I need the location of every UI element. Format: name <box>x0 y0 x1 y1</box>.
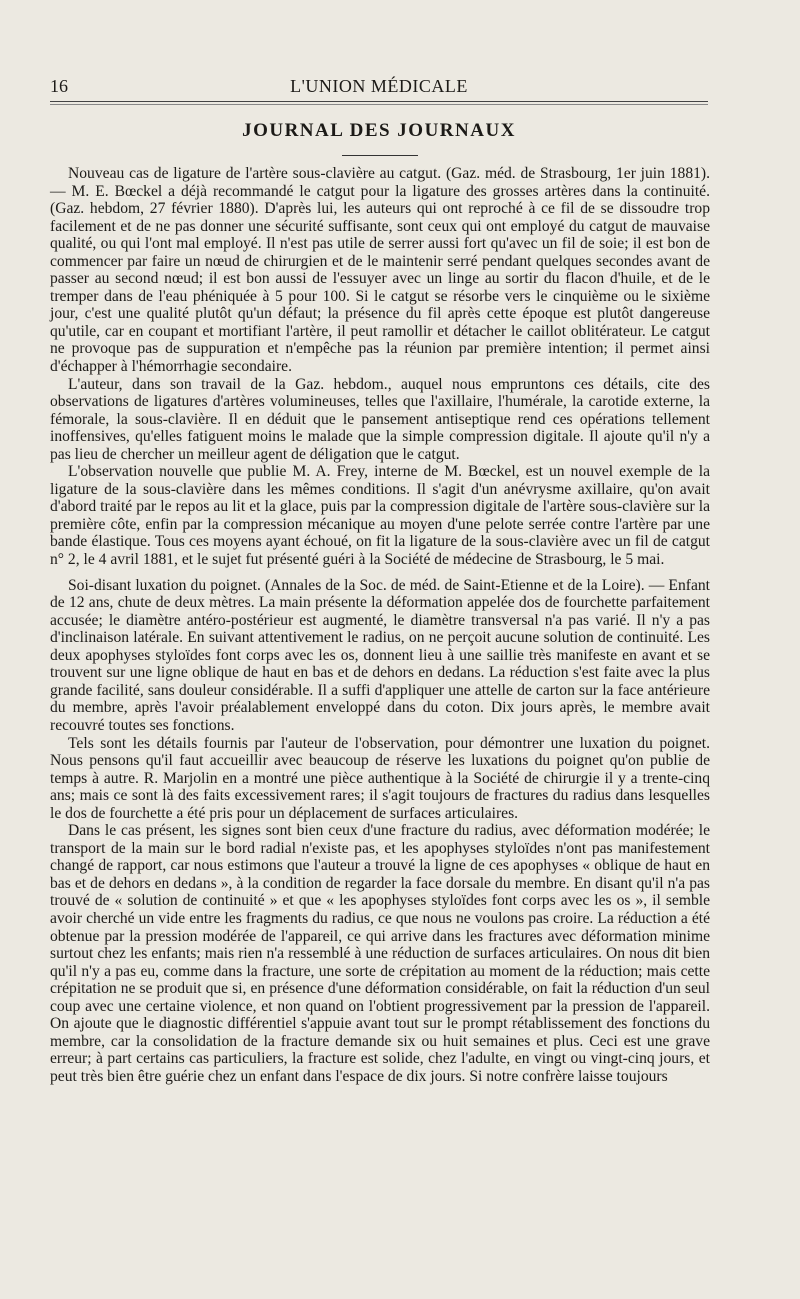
section-title: JOURNAL DES JOURNAUX <box>242 120 516 141</box>
running-head <box>50 76 708 100</box>
journal-title: L'UNION MÉDICALE <box>290 76 468 96</box>
paragraph: L'observation nouvelle que publie M. A. Frey, interne de M. Bœckel, est un nouvel exemple de la ligature de la sous-clavière dans les mêmes conditions. Il s'agit d'un anévrysme axillaire, qu'on avait d'abord traité par le repos au lit et la glace, puis par la compression digitale de l'artère sous-clavière sur la première côte, enfin par la compression mécanique au moyen d'une pelote serrée contre l'artère par une bande élastique. Tous ces moyens ayant échoué, on fit la ligature de la sous-clavière avec un fil de catgut n° 2, le 4 avril 1881, et le sujet fut présenté guéri à la Société de médecine de Strasbourg, le 5 mai. <box>50 463 710 569</box>
page-number: 16 <box>50 76 68 96</box>
title-rule <box>342 155 418 156</box>
paragraph: L'auteur, dans son travail de la Gaz. hebdom., auquel nous empruntons ces détails, cite des observations de ligatures d'artères volumineuses, telles que l'axillaire, l'humérale, la carotide externe, la fémorale, la sous-clavière. Il en déduit que le pansement antiseptique rend ces opérations tellement inoffensives, qu'elles fatiguent moins le malade que la simple compression digitale. Il ajoute qu'il n'y a pas lieu de chercher un meilleur agent de déligation que le catgut. <box>50 375 710 463</box>
paragraph: Dans le cas présent, les signes sont bien ceux d'une fracture du radius, avec déformation modérée; le transport de la main sur le bord radial n'existe pas, et les apophyses styloïdes n'ont pas manifestement changé de rapport, car nous estimons que l'auteur a trouvé la ligne de ces apophyses « oblique de haut en bas et de dehors en dedans », à la condition de regarder la face dorsale du membre. En disant qu'il n'a pas trouvé de « solution de continuité » et que « les apophyses styloïdes font corps avec les os », il semble avoir cherché un vide entre les fragments du radius, ce que nous ne voulons pas croire. La réduction a été obtenue par la pression modérée de l'appareil, ce qui arrive dans les fractures avec déformation minime surtout chez les enfants; mais rien n'a ressemblé à une réduction de surfaces articulaires. On nous dit bien qu'il n'y a pas eu, comme dans la fracture, une sorte de crépitation au moment de la réduction; mais cette crépitation ne se produit que si, en présence d'une déformation considérable, on fait la réduction d'un seul coup avec une certaine violence, et non quand on l'obtient progressivement par la pression de l'appareil. On ajoute que le diagnostic différentiel s'appuie avant tout sur le prompt rétablissement des fonctions du membre, car la consolidation de la fracture demande six ou huit semaines et plus. Ceci est une grave erreur; à part certains cas particuliers, la fracture est solide, chez l'adulte, en vingt ou vingt-cinq jours, et peut très bien être guérie chez un enfant dans l'espace de dix jours. Si notre confrère laisse toujours <box>50 822 710 1085</box>
paragraph: Soi-disant luxation du poignet. (Annales de la Soc. de méd. de Saint-Etienne et de la Loire). — Enfant de 12 ans, chute de deux mètres. La main présente la déformation appelée dos de fourchette parfaitement accusée; le diamètre antéro-postérieur est augmenté, le diamètre transversal n'a pas varié. Il n'y a pas d'inclinaison latérale. En suivant attentivement le radius, on ne perçoit aucune solution de continuité. Les deux apophyses styloïdes font corps avec les os, donnent lieu à une saillie très manifeste en avant et se trouvent sur une ligne oblique de haut en bas et de dehors en dedans. La réduction s'est faite avec la plus grande facilité, sans douleur considérable. Il a suffi d'appliquer une attelle de carton sur la face antérieure du membre, après l'avoir préalablement enveloppé dans du coton. Dix jours après, le membre avait recouvré toutes ses fonctions. <box>50 576 710 734</box>
paragraph: Nouveau cas de ligature de l'artère sous-clavière au catgut. (Gaz. méd. de Strasbourg, 1er juin 1881). — M. E. Bœckel a déjà recommandé le catgut pour la ligature des grosses artères dans la continuité. (Gaz. hebdom, 27 février 1880). D'après lui, les auteurs qui ont reproché à ce fil de se dissoudre trop facilement et de ne pas donner une sécurité suffisante, sont ceux qui ont employé du catgut de mauvaise qualité, ou qui l'ont mal employé. Il n'est pas utile de serrer aussi fort qu'avec un fil de soie; il est bon de commencer par faire un nœud de chirurgien et de le maintenir serré pendant quelques secondes avant de passer au second nœud; il est bon aussi de l'essuyer avec un linge au sortir du flacon d'huile, et de le tremper dans de l'eau phéniquée à 5 pour 100. Si le catgut se résorbe vers le cinquième ou le sixième jour, c'est une qualité plutôt qu'un défaut; la présence du fil après cette époque est plutôt dangereuse qu'utile, car en coupant et mortifiant l'artère, il peut ramollir et détacher le caillot oblitérateur. Le catgut ne provoque pas de suppuration et n'empêche pas la réunion par première intention; il permet ainsi d'échapper à l'hémorrhagie secondaire. <box>50 165 710 376</box>
header-rule <box>50 101 708 105</box>
article-body <box>50 165 710 1085</box>
paragraph: Tels sont les détails fournis par l'auteur de l'observation, pour démontrer une luxation du poignet. Nous pensons qu'il faut accueillir avec beaucoup de réserve les luxations du poignet qu'on publie de temps à autre. R. Marjolin en a montré une pièce authentique à la Société de chirurgie il y a trente-cinq ans; mais ce sont là des faits excessivement rares; il s'agit toujours de fractures du radius dans lesquelles le dos de fourchette a été pris pour un déplacement de surfaces articulaires. <box>50 734 710 822</box>
